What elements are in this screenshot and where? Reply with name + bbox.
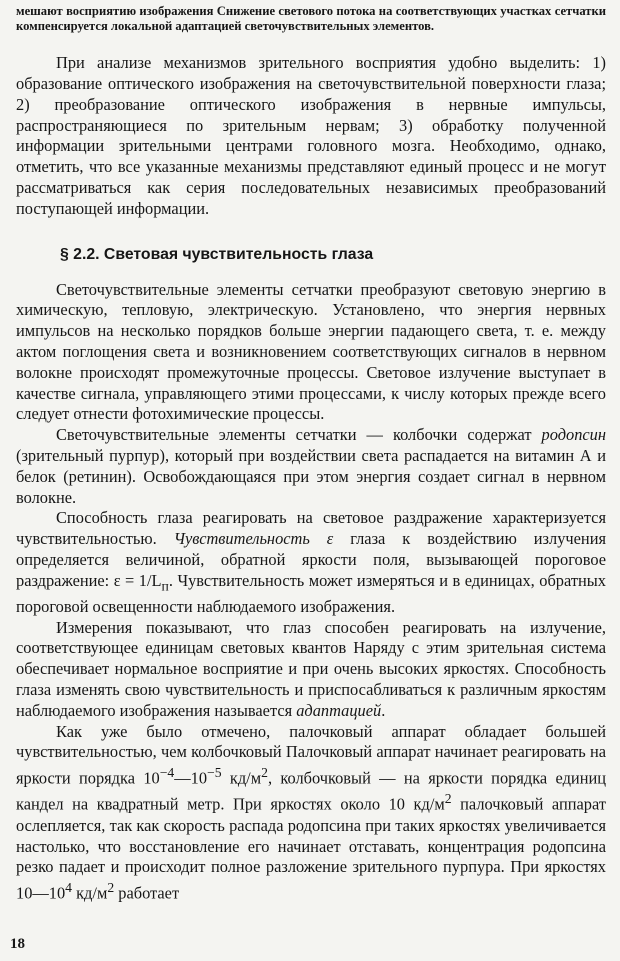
page-number: 18 (10, 936, 25, 952)
text-run: палочковый аппарат ослепляется, так как скорость распада родопсина при таких яркостях увеличивается настолько, что восстановление его начинает отставать, концентрация родопсина резко падает и происходит полное разложение зрительного пурпура. При яркостях 10—10 (16, 794, 607, 903)
paragraph-adaptation (16, 618, 606, 722)
text-run: кд/м (221, 768, 262, 788)
text-run: (зрительный пурпур), который при воздействии света распадается на витамин А и белок (ретинин). Освобождающаяся при этом энергия создает сигнал в нервном волокне. (16, 445, 606, 507)
term-sensitivity: Чувствительность ε (173, 529, 334, 549)
superscript: 2 (444, 791, 452, 807)
text-run: . Чувствительность может измеряться и в единицах, обратных пороговой освещенности наблюдаемого изображения. (16, 570, 606, 616)
paragraph-energy-conversion: Светочувствительные элементы сетчатки преобразуют световую энергию в химическую, тепловую, электрическую. Установлено, что энергия нервных импульсов на несколько порядков больше энергии падающего света, т. е. между актом поглощения света и возникновением соответствующих сигналов в нервном волокне происходят промежуточные процессы. Световое излучение выступает в качестве сигнала, управляющего этими процессами, к числу которых прежде всего следует отнести фотохимические процессы. (16, 279, 606, 424)
term-adaptation: адаптацией (296, 700, 382, 720)
text-run: —10 (174, 768, 208, 788)
paragraph-rod-apparatus (16, 722, 606, 905)
text-run: Светочувствительные элементы сетчатки — колбочки содержат (56, 425, 542, 445)
paragraph-visual-mechanisms: При анализе механизмов зрительного восприятия удобно выделить: 1) образование оптического изображения на светочувствительной поверхности глаза; 2) преобразование оптического изображения в нервные импульсы, распространяющиеся по зрительным нервам; 3) обработку полученной информации зрительными центрами головного мозга. Необходимо, однако, отметить, что все указанные механизмы представляют единый процесс и не могут рассматриваться как серия последовательных независимых преобразований поступающей информации. (16, 53, 606, 218)
term-rhodopsin: родопсин (541, 425, 606, 445)
text-run: Измерения показывают, что глаз способен реагировать на излучение, соответствующее единицам световых квантов Наряду с этим зрительная система обеспечивает нормальное восприятие и при очень высоких яркостях. Способность глаза изменять свою чувствительность и приспосабливаться к различным яркостям наблюдаемого изображения называется (16, 617, 606, 720)
section-heading: § 2.2. Световая чувствительность глаза (60, 245, 374, 263)
superscript: −4 (159, 765, 175, 781)
paragraph-rhodopsin (16, 425, 606, 508)
subscript: п (161, 578, 169, 593)
text-run: Способность глаза реагировать на световое раздражение характеризуется чувствительностью. (16, 508, 606, 549)
text-run: Как уже было отмечено, палочковый аппарат обладает большей чувствительностью, чем колбочковый Палочковый аппарат начинает реагировать на яркости порядка 10 (16, 721, 606, 788)
superscript: 2 (107, 880, 115, 896)
superscript: 4 (65, 880, 72, 896)
paragraph-sensitivity (16, 508, 606, 617)
text-run: , колбочковый — на яркости порядка единиц кандел на квадратный метр. При яркостях около 10 кд/м (16, 768, 607, 814)
text-run: . (381, 700, 386, 720)
text-run: кд/м (72, 883, 108, 903)
text-run: работает (114, 883, 180, 903)
text-run: глаза к воздействию излучения определяется величиной, обратной яркости поля, вызывающей пороговое раздражение: ε = 1/L (16, 529, 607, 590)
footnote-text: мешают восприятию изображения Снижение светового потока на соответствующих участках сетчатки компенсируется локальной адаптацией светочувствительных элементов. (16, 4, 606, 33)
superscript: 2 (261, 765, 268, 781)
superscript: −5 (207, 765, 222, 781)
